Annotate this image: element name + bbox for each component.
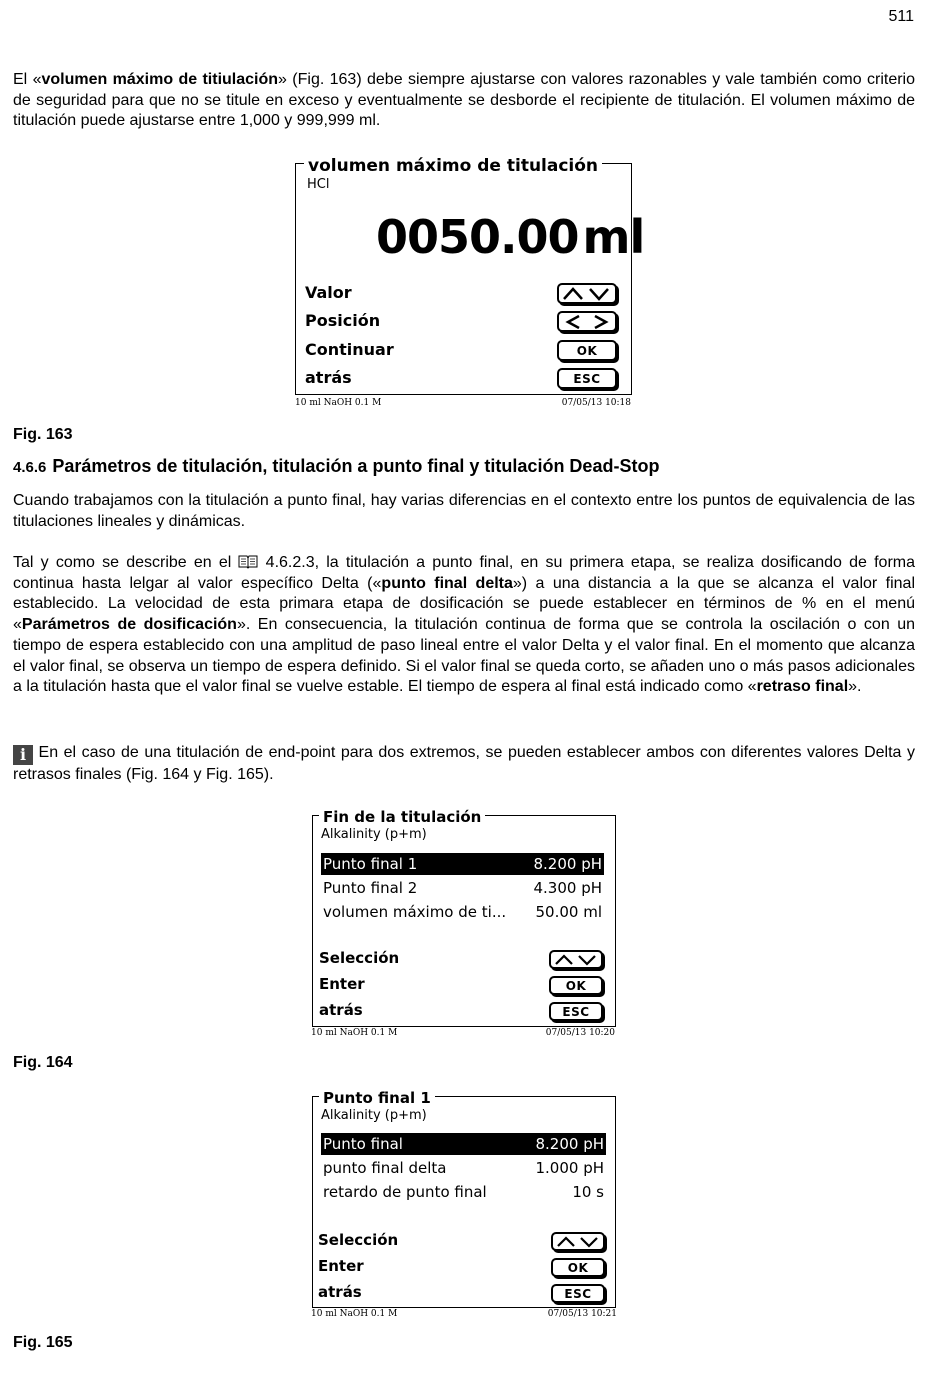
fig165-row-3-label: retardo de punto final <box>323 1183 487 1201</box>
fig164-row-3[interactable] <box>321 901 604 923</box>
fig163-status-right: 07/05/13 10:18 <box>561 398 631 408</box>
note-text: En el caso de una titulación de end-point para dos extremos, se pueden establecer ambos con diferentes valores Delta y retrasos finales (Fig. 164 y Fig. 165). <box>13 744 915 783</box>
fig163-label-atras: atrás <box>305 368 352 387</box>
fig164-row-1-label: Punto final 1 <box>323 855 418 873</box>
fig164-row-2-value: 4.300 pH <box>533 879 602 897</box>
p2-bold-1: punto final delta <box>381 574 513 592</box>
fig163-subtitle: HCl <box>307 177 330 192</box>
info-icon: i <box>13 745 33 765</box>
fig164-row-2[interactable] <box>321 877 604 899</box>
fig163-status-left: 10 ml NaOH 0.1 M <box>295 398 382 408</box>
fig165-label-seleccion: Selección <box>318 1231 399 1249</box>
fig163-caption: Fig. 163 <box>13 426 73 443</box>
intro-bold-term: volumen máximo de titiulación <box>41 71 279 88</box>
fig165-row-1-label: Punto final <box>323 1135 403 1153</box>
section-title: Parámetros de titulación, titulación a punto final y titulación Dead-Stop <box>52 456 660 476</box>
fig164-title: Fin de la titulación <box>319 808 485 826</box>
fig165-label-enter: Enter <box>318 1257 364 1275</box>
fig163-ok-key-label: OK <box>576 343 598 358</box>
fig164-label-enter: Enter <box>319 975 365 993</box>
fig165-title: Punto final 1 <box>319 1089 435 1107</box>
up-down-arrows-icon <box>562 287 612 301</box>
up-down-arrows-icon <box>554 954 598 966</box>
paragraph-2 <box>13 553 915 698</box>
intro-text-2: » (Fig. 163) debe siempre ajustarse con valores razonables y vale también como criterio de seguridad para que no se titule en exceso y eventualmente se desborde el recipiente de titulación. El volumen máximo de titulación puede ajustarse entre 1,000 y 999,999 ml. <box>13 71 915 130</box>
fig164-up-down-key[interactable] <box>549 950 603 969</box>
fig163-ok-key[interactable] <box>557 340 617 361</box>
fig164-caption: Fig. 164 <box>13 1054 73 1071</box>
left-right-arrows-icon <box>565 315 609 329</box>
fig165-row-2-value: 1.000 pH <box>535 1159 604 1177</box>
fig164-label-atras: atrás <box>319 1001 363 1019</box>
fig164-esc-key-label: ESC <box>562 1004 590 1019</box>
fig163-title: volumen máximo de titulación <box>304 156 602 176</box>
fig163-screen <box>290 155 645 412</box>
up-down-arrows-icon <box>556 1236 600 1248</box>
fig165-label-atras: atrás <box>318 1283 362 1301</box>
note-paragraph <box>13 743 915 786</box>
fig165-row-2[interactable] <box>321 1157 606 1179</box>
fig165-ok-key-label: OK <box>567 1260 589 1275</box>
fig164-ok-key[interactable] <box>549 976 603 995</box>
page-number: 511 <box>888 8 914 25</box>
fig164-row-1[interactable] <box>321 853 604 875</box>
fig164-row-3-value: 50.00 ml <box>535 903 602 921</box>
p2-text-1: Tal y como se describe en el <box>13 554 239 571</box>
fig165-row-1[interactable] <box>321 1133 606 1155</box>
fig163-label-continuar: Continuar <box>305 340 394 359</box>
fig165-esc-key[interactable] <box>551 1284 605 1303</box>
fig163-up-down-key[interactable] <box>557 283 617 304</box>
fig165-esc-key-label: ESC <box>564 1286 592 1301</box>
intro-paragraph <box>13 70 915 132</box>
fig164-status-left: 10 ml NaOH 0.1 M <box>311 1028 398 1038</box>
fig164-subtitle: Alkalinity (p+m) <box>321 827 427 842</box>
fig165-subtitle: Alkalinity (p+m) <box>321 1108 427 1123</box>
p2-bold-3: retraso final <box>756 678 849 696</box>
fig163-esc-key[interactable] <box>557 368 617 389</box>
p2-reference: 4.6.2.3, la titulación a punto final, en su primera etapa, se realiza dosificando de forma continua hasta lelgar al valor específico Delta (« <box>13 554 915 592</box>
fig163-value-unit: ml <box>582 210 645 264</box>
fig163-value-number: 0050.00 <box>376 210 579 264</box>
paragraph-1: Cuando trabajamos con la titulación a punto final, hay varias diferencias en el contexto entre los puntos de equivalencia de las titulaciones lineales y dinámicas. <box>13 492 915 530</box>
fig164-label-seleccion: Selección <box>319 949 400 967</box>
fig165-row-3-value: 10 s <box>572 1183 604 1201</box>
fig164-screen <box>307 805 621 1042</box>
section-number: 4.6.6 <box>13 459 47 476</box>
fig163-label-valor: Valor <box>305 283 352 302</box>
fig165-row-1-value: 8.200 pH <box>535 1135 604 1153</box>
fig165-row-3[interactable] <box>321 1181 606 1203</box>
p2-text-3: ». En consecuencia, la titulación continua de forma que se controla la oscilación o con un tiempo de espera establecido con una amplitud de paso lineal entre el valor Delta y el valor final. En el momento que alcanza el valor final, se observa un tiempo de espera definido. Si el valor final se queda corto, se añaden uno o más pasos adicionales a la titulación hasta que el valor final se vuelve estable. El tiempo de espera al final está indicado como « <box>13 616 916 696</box>
fig165-caption: Fig. 165 <box>13 1334 73 1351</box>
fig165-ok-key[interactable] <box>551 1258 605 1277</box>
fig163-label-posicion: Posición <box>305 311 381 330</box>
fig164-row-3-label: volumen máximo de ti... <box>323 903 507 921</box>
fig165-row-2-label: punto final delta <box>323 1159 447 1177</box>
p2-bold-2: Parámetros de dosificación <box>21 616 237 634</box>
fig163-left-right-key[interactable] <box>557 311 617 332</box>
intro-text-1: El « <box>13 71 42 88</box>
fig164-esc-key[interactable] <box>549 1002 603 1021</box>
fig163-esc-key-label: ESC <box>573 371 601 386</box>
fig164-ok-key-label: OK <box>565 978 587 993</box>
fig164-status-right: 07/05/13 10:20 <box>545 1028 615 1038</box>
p2-text-2: ») a una distancia a la que se alcanza el valor final establecido. La velocidad de esta primara etapa de dosificación se puede establecer en términos de % en el menú « <box>13 574 915 634</box>
fig164-row-1-value: 8.200 pH <box>533 855 602 873</box>
fig165-screen <box>307 1086 621 1323</box>
fig165-up-down-key[interactable] <box>551 1232 605 1251</box>
fig164-row-2-label: Punto final 2 <box>323 879 418 897</box>
fig163-value <box>376 210 644 264</box>
section-heading <box>13 456 659 477</box>
fig165-status-left: 10 ml NaOH 0.1 M <box>311 1309 398 1319</box>
book-icon <box>238 554 258 569</box>
p2-text-4: ». <box>848 678 862 696</box>
fig165-status-right: 07/05/13 10:21 <box>547 1309 617 1319</box>
